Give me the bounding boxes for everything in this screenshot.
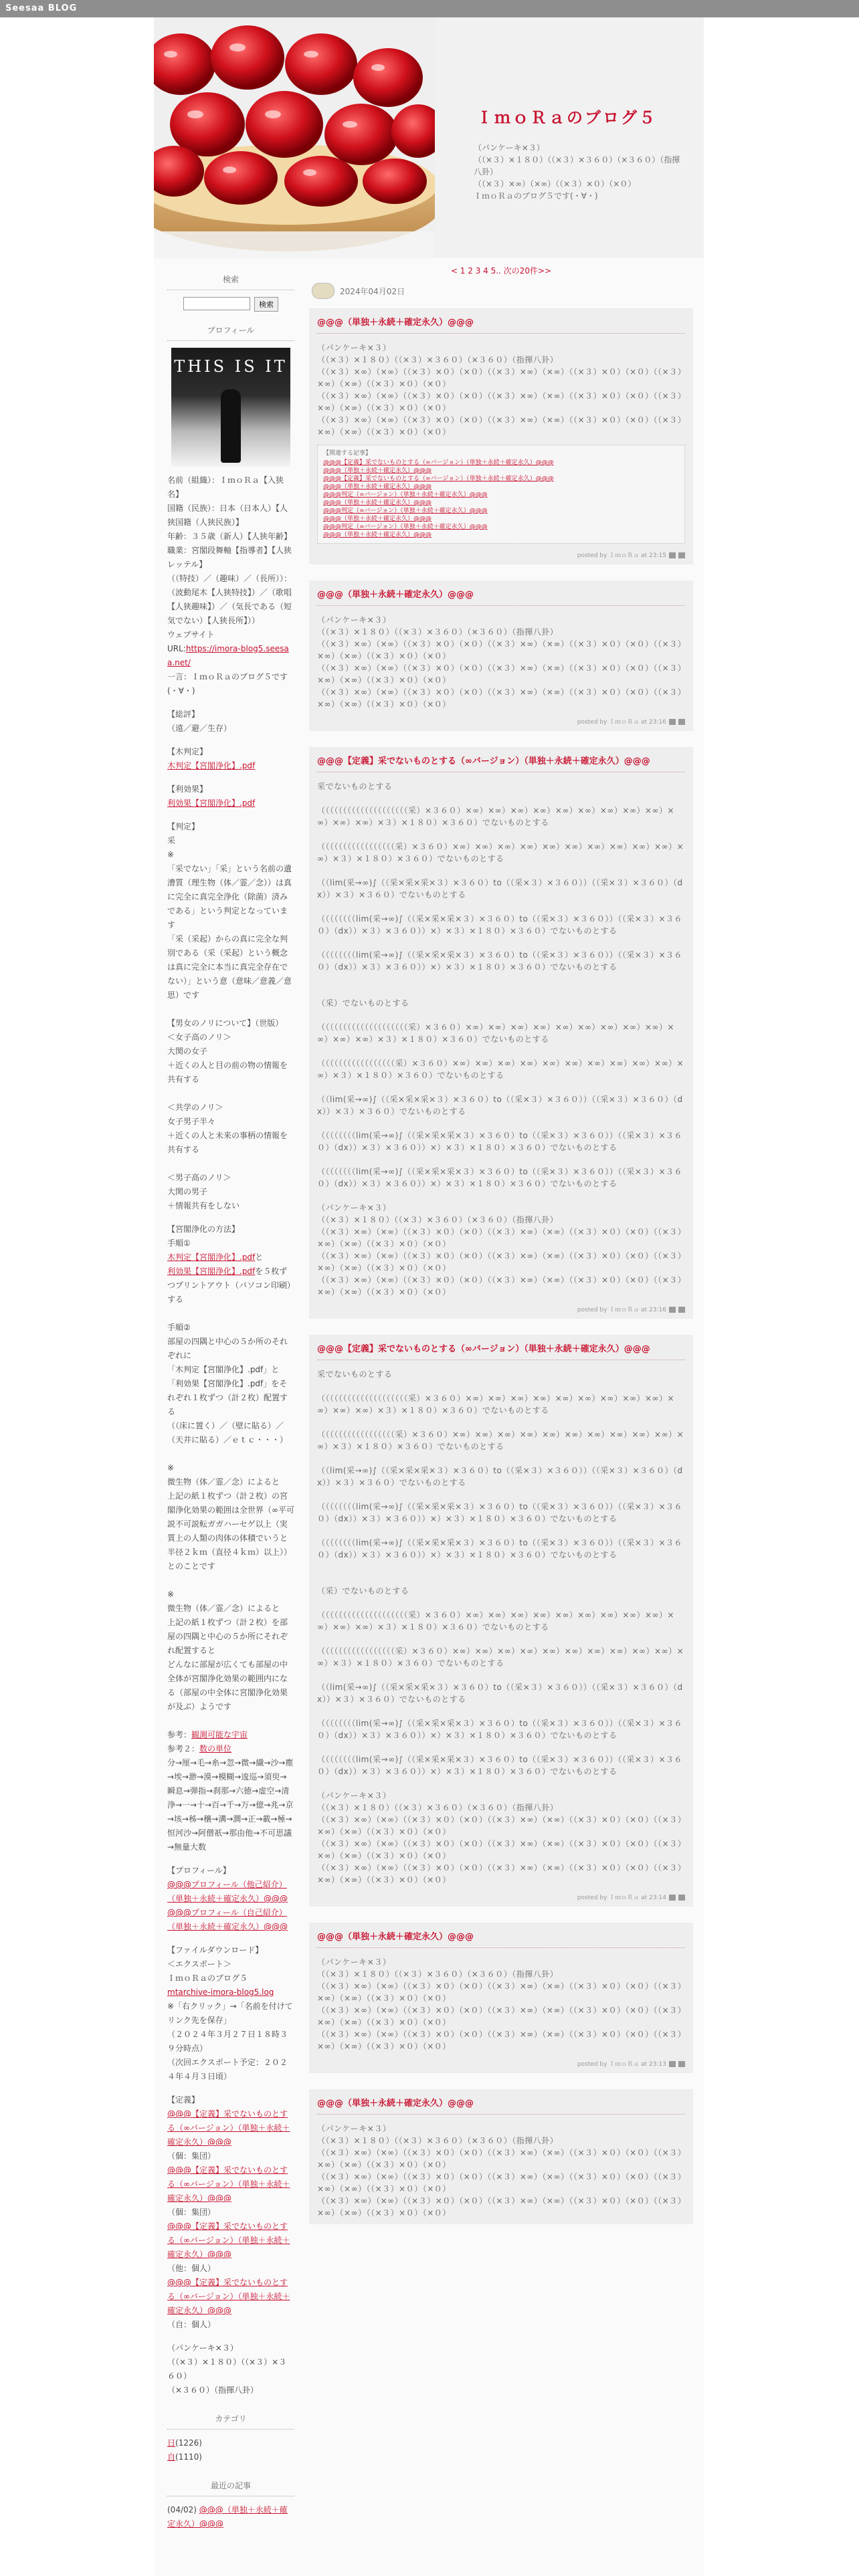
entry-body: （パンケーキ×３） （（×３）×１８０）（（×３）×３６０）（×３６０）（指揮八卦） （（×３）×∞）（×∞）（（×３）×０）（×０）（（×３）×∞）（×∞）（（×３）×０）（×０）（（×３）×∞）（×∞）（（×３）×０）（×０） （（×３）×∞）（×∞）（（×３）×０）（×０）（（×３）×∞）（×∞）（（×３）×０）（×０）（（×３）×∞）（×∞）（（×３）×０）（×０） （（×３）×∞）（×∞）（（×３）×０）（×０）（（×３）×∞）（×∞）（（×３）×０）（×０）（（×３）×∞）（×∞）（（×３）×０）（×０） <box>317 343 682 437</box>
cleaning-text: 【宮閣浄化の方法】 手順① <box>167 1224 240 1248</box>
trackback-icon[interactable] <box>678 719 685 725</box>
benefit-label: 【利効果】 <box>167 784 208 794</box>
date-icon <box>312 283 335 299</box>
date-header <box>312 283 693 299</box>
blog-title[interactable]: ＩｍｏＲａのブログ５ <box>476 108 657 127</box>
download-archive-link[interactable]: mtarchive-imora-blog5.log <box>167 1988 274 1997</box>
download-section <box>167 1943 294 2084</box>
blog-page <box>154 17 704 2576</box>
download-note: ※「右クリック」→「名前を付けてリンク先を保存」 （２０２４年３月２７日１８時３９分時点） （次回エクスポート予定：２０２４年４月３日頃） <box>167 2002 293 2081</box>
summary-text: （遠／避／生存） <box>167 724 232 733</box>
blog-entry <box>309 308 693 564</box>
seesaa-logo[interactable]: Seesaa BLOG <box>5 3 78 13</box>
entry-body-pancake: （パンケーキ×３） （（×３）×１８０）（（×３）×３６０）（×３６０）（指揮八卦） （（×３）×∞）（×∞）（（×３）×０）（×０）（（×３）×∞）（×∞）（（×３）×０）（×０）（（×３）×∞）（×∞）（（×３）×０）（×０） （（×３）×∞）（×∞）（（×３）×０）（×０）（（×３）×∞）（×∞）（（×３）×０）（×０）（（×３）×∞）（×∞）（（×３）×０）（×０） （（×３）×∞）（×∞）（（×３）×０）（×０）（（×３）×∞）（×∞）（（×３）×０）（×０）（（×３）×∞）（×∞）（（×３）×０）（×０） <box>317 1791 682 1885</box>
blog-entry <box>309 2089 693 2224</box>
category-link[interactable]: 自 <box>167 2452 176 2462</box>
search-form <box>167 297 294 312</box>
search-input[interactable] <box>183 297 250 310</box>
category-list <box>167 2436 294 2464</box>
entry-title[interactable]: @@@【定義】采でないものとする（∞バージョン）（単独＋永続＋確定永久）@@@ <box>317 1341 685 1360</box>
reference-text-2: 参考２： <box>167 1744 200 1753</box>
seesaa-topbar <box>0 0 859 17</box>
search-heading: 検索 <box>167 270 294 290</box>
entry-title[interactable]: @@@（単独＋永続＋確定永久）@@@ <box>317 587 685 606</box>
posted-by: posted by ＩｍｏＲａ at 23:16 <box>577 1307 666 1313</box>
number-units-text: 分→厘→毛→糸→忽→微→繊→沙→塵→埃→渺→漠→模糊→逡巡→須臾→瞬息→弾指→刹那→六徳→虚空→清浄→一→十→百→千→万→億→兆→京→垓→秭→穣→溝→澗→正→載→極→恒河沙→阿僧祇→那由他→不可思議→無量大数 <box>167 1758 294 1852</box>
definition-note-1: （個：集団） <box>167 2151 216 2161</box>
entry-title[interactable]: @@@（単独＋永続＋確定永久）@@@ <box>317 1929 685 1948</box>
recent-article-link[interactable]: @@@（単独＋永続＋確定永久）@@@ <box>167 2505 288 2529</box>
related-link[interactable]: @@@判定（∞バージョン）（単独＋永続＋確定永久）@@@ <box>323 492 488 498</box>
profile-heading: プロフィール <box>167 321 294 341</box>
definition-label: 【定義】 <box>167 2095 200 2105</box>
comment-icon[interactable] <box>669 1307 676 1313</box>
comment-icon[interactable] <box>669 552 676 558</box>
benefit-pdf-link[interactable]: 利効果【宮閣浄化】.pdf <box>167 798 256 808</box>
posted-by: posted by ＩｍｏＲａ at 23:15 <box>577 552 666 559</box>
profile-image-figure <box>221 389 241 463</box>
wood-judgement-pdf-link[interactable]: 木判定【宮閣浄化】.pdf <box>167 761 256 770</box>
related-link[interactable]: @@@判定（∞バージョン）（単独＋永続＋確定永久）@@@ <box>323 508 488 514</box>
related-link[interactable]: @@@（単独＋永続＋確定永久）@@@ <box>323 484 432 490</box>
blog-entry <box>309 580 693 731</box>
category-item <box>167 2450 294 2464</box>
related-heading: 【関連する記事】 <box>323 450 372 457</box>
profile-comment: 一言：ＩｍｏＲａのブログ５です(・∀・) <box>167 672 288 695</box>
definition-note-4: （自：個人） <box>167 2320 216 2329</box>
cleaning-text-2: を５枚ずつプリントアウト（パソコン印刷）する 手順② 部屋の四隅と中心の５か所のそれぞれに 「木判定【宮閣浄化】.pdf」と「利効果【宮閣浄化】.pdf」をそれぞれ１枚ずつ（計２枚）配置する （（床に置く）／（壁に貼る）／（天井に貼る）／ｅｔｃ・・・） ※ 微生物（体／霊／念）によると 上記の紙１枚ずつ（計２枚）の宮閣浄化効果の範囲は全世界（∞平可説不可説転ガガハーセゲ以上（実質上の人類の肉体の体積でいうと半径２ｋｍ（直径４ｋｍ）以上））とのことです ※ 微生物（体／霊／念）によると 上記の紙１枚ずつ（計２枚）を部屋の四隅と中心の５か所にそれぞれ配置すると どんなに部屋が広くても部屋の中全体が宮閣浄化効果の範囲内になる（部屋の中全体に宮閣浄化効果が及ぶ）ようです 参考： <box>167 1267 294 1739</box>
posted-by: posted by ＩｍｏＲａ at 23:13 <box>577 2061 666 2068</box>
entry-footer <box>317 1305 685 1313</box>
definition-section <box>167 2093 294 2332</box>
entry-body: （パンケーキ×３） （（×３）×１８０）（（×３）×３６０）（×３６０）（指揮八卦） （（×３）×∞）（×∞）（（×３）×０）（×０）（（×３）×∞）（×∞）（（×３）×０）（×０）（（×３）×∞）（×∞）（（×３）×０）（×０） （（×３）×∞）（×∞）（（×３）×０）（×０）（（×３）×∞）（×∞）（（×３）×０）（×０）（（×３）×∞）（×∞）（（×３）×０）（×０） （（×３）×∞）（×∞）（（×３）×０）（×０）（（×３）×∞）（×∞）（（×３）×０）（×０）（（×３）×∞）（×∞）（（×３）×０）（×０） <box>317 615 682 709</box>
summary-section <box>167 708 294 736</box>
comment-icon[interactable] <box>669 719 676 725</box>
download-text: 【ファイルダウンロード】 ＜エクスポート＞ ＩｍｏＲａのブログ５ <box>167 1945 264 1983</box>
main-content <box>309 265 693 2240</box>
entry-title[interactable]: @@@（単独＋永続＋確定永久）@@@ <box>317 2096 685 2115</box>
cleaning-connector: と <box>255 1253 264 1262</box>
profile-links-label: 【プロフィール】 <box>167 1866 231 1875</box>
comment-icon[interactable] <box>669 1895 676 1901</box>
sidebar <box>167 265 294 2531</box>
posted-by: posted by ＩｍｏＲａ at 23:14 <box>577 1895 666 1901</box>
category-link[interactable]: 日 <box>167 2438 176 2448</box>
post-date: 2024年04月02日 <box>340 286 405 296</box>
blog-entry <box>309 1923 693 2073</box>
blog-entry <box>309 1335 693 1907</box>
entry-footer <box>317 550 685 559</box>
blog-header <box>154 17 704 258</box>
profile-other-link[interactable]: @@@プロフィール（他己紹介）（単独＋永続＋確定永久）@@@ <box>167 1880 288 1903</box>
recent-article-date: (04/02) <box>167 2505 197 2514</box>
pagination[interactable]: < 1 2 3 4 5.. 次の20件>> <box>450 266 552 276</box>
profile-links-section <box>167 1864 294 1934</box>
wood-judgement-section <box>167 745 294 773</box>
definition-link-4[interactable]: @@@【定義】采でないものとする（∞バージョン）（単独＋永続＋確定永久）@@@ <box>167 2278 290 2315</box>
summary-label: 【総評】 <box>167 710 200 719</box>
profile-image[interactable] <box>171 348 290 467</box>
posted-by: posted by ＩｍｏＲａ at 23:16 <box>577 719 666 726</box>
cleaning-method <box>167 1222 294 1854</box>
definition-note-3: （他：個人） <box>167 2264 216 2273</box>
benefit-section <box>167 782 294 811</box>
related-articles <box>317 445 685 544</box>
number-units-link[interactable]: 数の単位 <box>199 1744 232 1753</box>
profile-url-link[interactable]: https://imora-blog5.seesaa.net/ <box>167 644 289 667</box>
entry-body: 采でないものとする （（（（（（（（（（（（（（（（（（（（采）×３６０）×∞）×∞）×∞）×∞）×∞）×∞）×∞）×∞）×∞）×∞）×∞）×∞）×３）×１８０）×３６０）でないものとする （（（（（（（（（（（（（（（（（采）×３６０）×∞）×∞）×∞）×∞）×∞）×∞）×∞）×∞）×∞）×∞）×∞）×３）×１８０）×３６０）でないものとする （（lim(采→∞)∫（（采×采×采×３）×３６０）to（（采×３）×３６０））（（采×３）×３６０）（dx））×３）×３６０）でないものとする （（（（（（（（lim(采→∞)∫（（采×采×采×３）×３６０）to（（采×３）×３６０））（（采×３）×３６０）（dx））×３）×３６０））×）×３）×１８０）×３６０）でないものとする （（（（（（（（lim(采→∞)∫（（采×采×采×３）×３６０）to（（采×３）×３６０））（（采×３）×３６０）（dx））×３）×３６０））×）×３）×１８０）×３６０）でないものとする （采）でないものとする （（（（（（（（（（（（（（（（（（（（采）×３６０）×∞）×∞）×∞）×∞）×∞）×∞）×∞）×∞）×∞）×∞）×∞）×∞）×３）×１８０）×３６０）でないものとする （（（（（（（（（（（（（（（（（采）×３６０）×∞）×∞）×∞）×∞）×∞）×∞）×∞）×∞）×∞）×∞）×∞）×３）×１８０）×３６０）でないものとする （（lim(采→∞)∫（（采×采×采×３）×３６０）to（（采×３）×３６０））（（采×３）×３６０）（dx））×３）×３６０）でないものとする （（（（（（（（lim(采→∞)∫（（采×采×采×３）×３６０）to（（采×３）×３６０））（（采×３）×３６０）（dx））×３）×３６０））×）×３）×１８０）×３６０）でないものとする （（（（（（（（lim(采→∞)∫（（采×采×采×３）×３６０）to（（采×３）×３６０））（（采×３）×３６０）（dx））×３）×３６０））×）×３）×１８０）×３６０）でないものとする <box>317 1370 684 1776</box>
profile-self-link[interactable]: @@@プロフィール（自己紹介）（単独＋永続＋確定永久）@@@ <box>167 1908 288 1931</box>
profile-details: 名前（組織）：ＩｍｏＲａ【入狭名】 国籍（民族）：日本（日本人）【人狭国籍（人狭民族）】 年齢：３５歳（新人）【人狭年齢】 職業：宮閣段舞軸【指導者】【人狭レッテル】 （（特技）／（趣味）／（長所））：（波動尾木【人狭特技】）／（歌唱【人狭趣味】）／（気長である（短気でない）【人狭長所】）） ウェブサイト URL: <box>167 475 292 653</box>
definition-link-2[interactable]: @@@【定義】采でないものとする（∞バージョン）（単独＋永続＋確定永久）@@@ <box>167 2165 290 2203</box>
related-link[interactable]: @@@判定（∞バージョン）（単独＋永続＋確定永久）@@@ <box>323 524 488 530</box>
definition-link-1[interactable]: @@@【定義】采でないものとする（∞バージョン）（単独＋永続＋確定永久）@@@ <box>167 2109 290 2147</box>
related-link[interactable]: @@@（単独＋永続＋確定永久）@@@ <box>323 532 432 538</box>
strawberry-tart-image <box>154 17 435 258</box>
entry-footer <box>317 1893 685 1901</box>
profile-text <box>167 473 294 698</box>
comment-icon[interactable] <box>669 2061 676 2067</box>
category-count: (1226) <box>175 2438 202 2448</box>
category-heading: カテゴリ <box>167 2409 294 2430</box>
cleaning-pdf-link-1[interactable]: 木判定【宮閣浄化】.pdf <box>167 1253 256 1262</box>
entry-title[interactable]: @@@（単独＋永続＋確定永久）@@@ <box>317 315 685 334</box>
category-count: (1110) <box>175 2452 202 2462</box>
related-link[interactable]: @@@（単独＋永続＋確定永久）@@@ <box>323 516 432 522</box>
related-link[interactable]: @@@（単独＋永続＋確定永久）@@@ <box>323 467 432 474</box>
entry-footer <box>317 2059 685 2068</box>
entry-body: 采でないものとする （（（（（（（（（（（（（（（（（（（（采）×３６０）×∞）×∞）×∞）×∞）×∞）×∞）×∞）×∞）×∞）×∞）×∞）×∞）×３）×１８０）×３６０）でないものとする （（（（（（（（（（（（（（（（（采）×３６０）×∞）×∞）×∞）×∞）×∞）×∞）×∞）×∞）×∞）×∞）×∞）×３）×１８０）×３６０）でないものとする （（lim(采→∞)∫（（采×采×采×３）×３６０）to（（采×３）×３６０））（（采×３）×３６０）（dx））×３）×３６０）でないものとする （（（（（（（（lim(采→∞)∫（（采×采×采×３）×３６０）to（（采×３）×３６０））（（采×３）×３６０）（dx））×３）×３６０））×）×３）×１８０）×３６０）でないものとする （（（（（（（（lim(采→∞)∫（（采×采×采×３）×３６０）to（（采×３）×３６０））（（采×３）×３６０）（dx））×３）×３６０））×）×３）×１８０）×３６０）でないものとする （采）でないものとする （（（（（（（（（（（（（（（（（（（（采）×３６０）×∞）×∞）×∞）×∞）×∞）×∞）×∞）×∞）×∞）×∞）×∞）×∞）×３）×１８０）×３６０）でないものとする （（（（（（（（（（（（（（（（（采）×３６０）×∞）×∞）×∞）×∞）×∞）×∞）×∞）×∞）×∞）×∞）×∞）×３）×１８０）×３６０）でないものとする （（lim(采→∞)∫（（采×采×采×３）×３６０）to（（采×３）×３６０））（（采×３）×３６０）（dx））×３）×３６０）でないものとする （（（（（（（（lim(采→∞)∫（（采×采×采×３）×３６０）to（（采×３）×３６０））（（采×３）×３６０）（dx））×３）×３６０））×）×３）×１８０）×３６０）でないものとする （（（（（（（（lim(采→∞)∫（（采×采×采×３）×３６０）to（（采×３）×３６０））（（采×３）×３６０）（dx））×３）×３６０））×）×３）×１８０）×３６０）でないものとする <box>317 782 684 1188</box>
definition-note-2: （個：集団） <box>167 2208 216 2217</box>
sidebar-pancake-text: （パンケーキ×３） （（×３）×１８０）（（×３）×３６０） （×３６０）（指揮八卦） <box>167 2343 287 2395</box>
blog-entry <box>309 747 693 1319</box>
trackback-icon[interactable] <box>678 552 685 558</box>
wood-judgement-label: 【木判定】 <box>167 747 208 756</box>
cleaning-pdf-link-2[interactable]: 利効果【宮閣浄化】.pdf <box>167 1267 256 1276</box>
entry-title[interactable]: @@@【定義】采でないものとする（∞バージョン）（単独＋永続＋確定永久）@@@ <box>317 754 685 772</box>
entry-body-pancake: （パンケーキ×３） （（×３）×１８０）（（×３）×３６０）（×３６０）（指揮八卦） （（×３）×∞）（×∞）（（×３）×０）（×０）（（×３）×∞）（×∞）（（×３）×０）（×０）（（×３）×∞）（×∞）（（×３）×０）（×０） （（×３）×∞）（×∞）（（×３）×０）（×０）（（×３）×∞）（×∞）（（×３）×０）（×０）（（×３）×∞）（×∞）（（×３）×０）（×０） （（×３）×∞）（×∞）（（×３）×０）（×０）（（×３）×∞）（×∞）（（×３）×０）（×０）（（×３）×∞）（×∞）（（×３）×０）（×０） <box>317 1203 682 1297</box>
related-link[interactable]: @@@（単独＋永続＋確定永久）@@@ <box>323 500 432 506</box>
trackback-icon[interactable] <box>678 1307 685 1313</box>
entry-body: （パンケーキ×３） （（×３）×１８０）（（×３）×３６０）（×３６０）（指揮八卦） （（×３）×∞）（×∞）（（×３）×０）（×０）（（×３）×∞）（×∞）（（×３）×０）（×０）（（×３）×∞）（×∞）（（×３）×０）（×０） （（×３）×∞）（×∞）（（×３）×０）（×０）（（×３）×∞）（×∞）（（×３）×０）（×０）（（×３）×∞）（×∞）（（×３）×０）（×０） （（×３）×∞）（×∞）（（×３）×０）（×０）（（×３）×∞）（×∞）（（×３）×０）（×０）（（×３）×∞）（×∞）（（×３）×０）（×０） <box>317 2124 682 2218</box>
recent-articles-heading: 最近の記事 <box>167 2476 294 2496</box>
judgement-text: 【判定】 采 ※ 「采でない」「采」という名前の遺漕質（理生物（体／霊／念））は真に完全に真完全浄化（除菌）済みである」という判定となっています 「采（采起）からの真に完全な判別である（采（采起）という概念は真に完全に本当に真完全存在でない）」という意（意味／意義／意思）です 【男女のノリについて】（世版） ＜女子高のノリ＞ 大関の女子 ＋近くの人と目の前の物の情報を共有する ＜共学のノリ＞ 女子男子半々 ＋近くの人と未来の事柄の情報を共有する ＜男子高のノリ＞ 大関の男子 ＋情報共有をしない <box>167 822 292 1210</box>
definition-link-3[interactable]: @@@【定義】采でないものとする（∞バージョン）（単独＋永続＋確定永久）@@@ <box>167 2222 290 2259</box>
entry-footer <box>317 717 685 726</box>
profile-image-title: THIS IS IT <box>174 357 288 376</box>
entry-body: （パンケーキ×３） （（×３）×１８０）（（×３）×３６０）（×３６０）（指揮八卦） （（×３）×∞）（×∞）（（×３）×０）（×０）（（×３）×∞）（×∞）（（×３）×０）（×０）（（×３）×∞）（×∞）（（×３）×０）（×０） （（×３）×∞）（×∞）（（×３）×０）（×０）（（×３）×∞）（×∞）（（×３）×０）（×０）（（×３）×∞）（×∞）（（×３）×０）（×０） （（×３）×∞）（×∞）（（×３）×０）（×０）（（×３）×∞）（×∞）（（×３）×０）（×０）（（×３）×∞）（×∞）（（×３）×０）（×０） <box>317 1957 682 2051</box>
trackback-icon[interactable] <box>678 2061 685 2067</box>
trackback-icon[interactable] <box>678 1895 685 1901</box>
observable-universe-link[interactable]: 観測可能な宇宙 <box>191 1730 248 1739</box>
blog-description: （パンケーキ×３） （（×３）×１８０）（（×３）×３６０）（×３６０）（指揮八卦） （（×３）×∞）（×∞）（（×３）×０）（×０） ＩｍｏＲａのブログ５です(・∀・) <box>474 143 680 201</box>
related-link[interactable]: @@@【定義】采でないものとする（∞バージョン）（単独＋永続＋確定永久）@@@ <box>323 475 554 482</box>
recent-article-item <box>167 2503 294 2531</box>
related-link[interactable]: @@@【定義】采でないものとする（∞バージョン）（単独＋永続＋確定永久）@@@ <box>323 459 554 466</box>
category-item <box>167 2436 294 2450</box>
search-button[interactable]: 検索 <box>254 297 278 312</box>
